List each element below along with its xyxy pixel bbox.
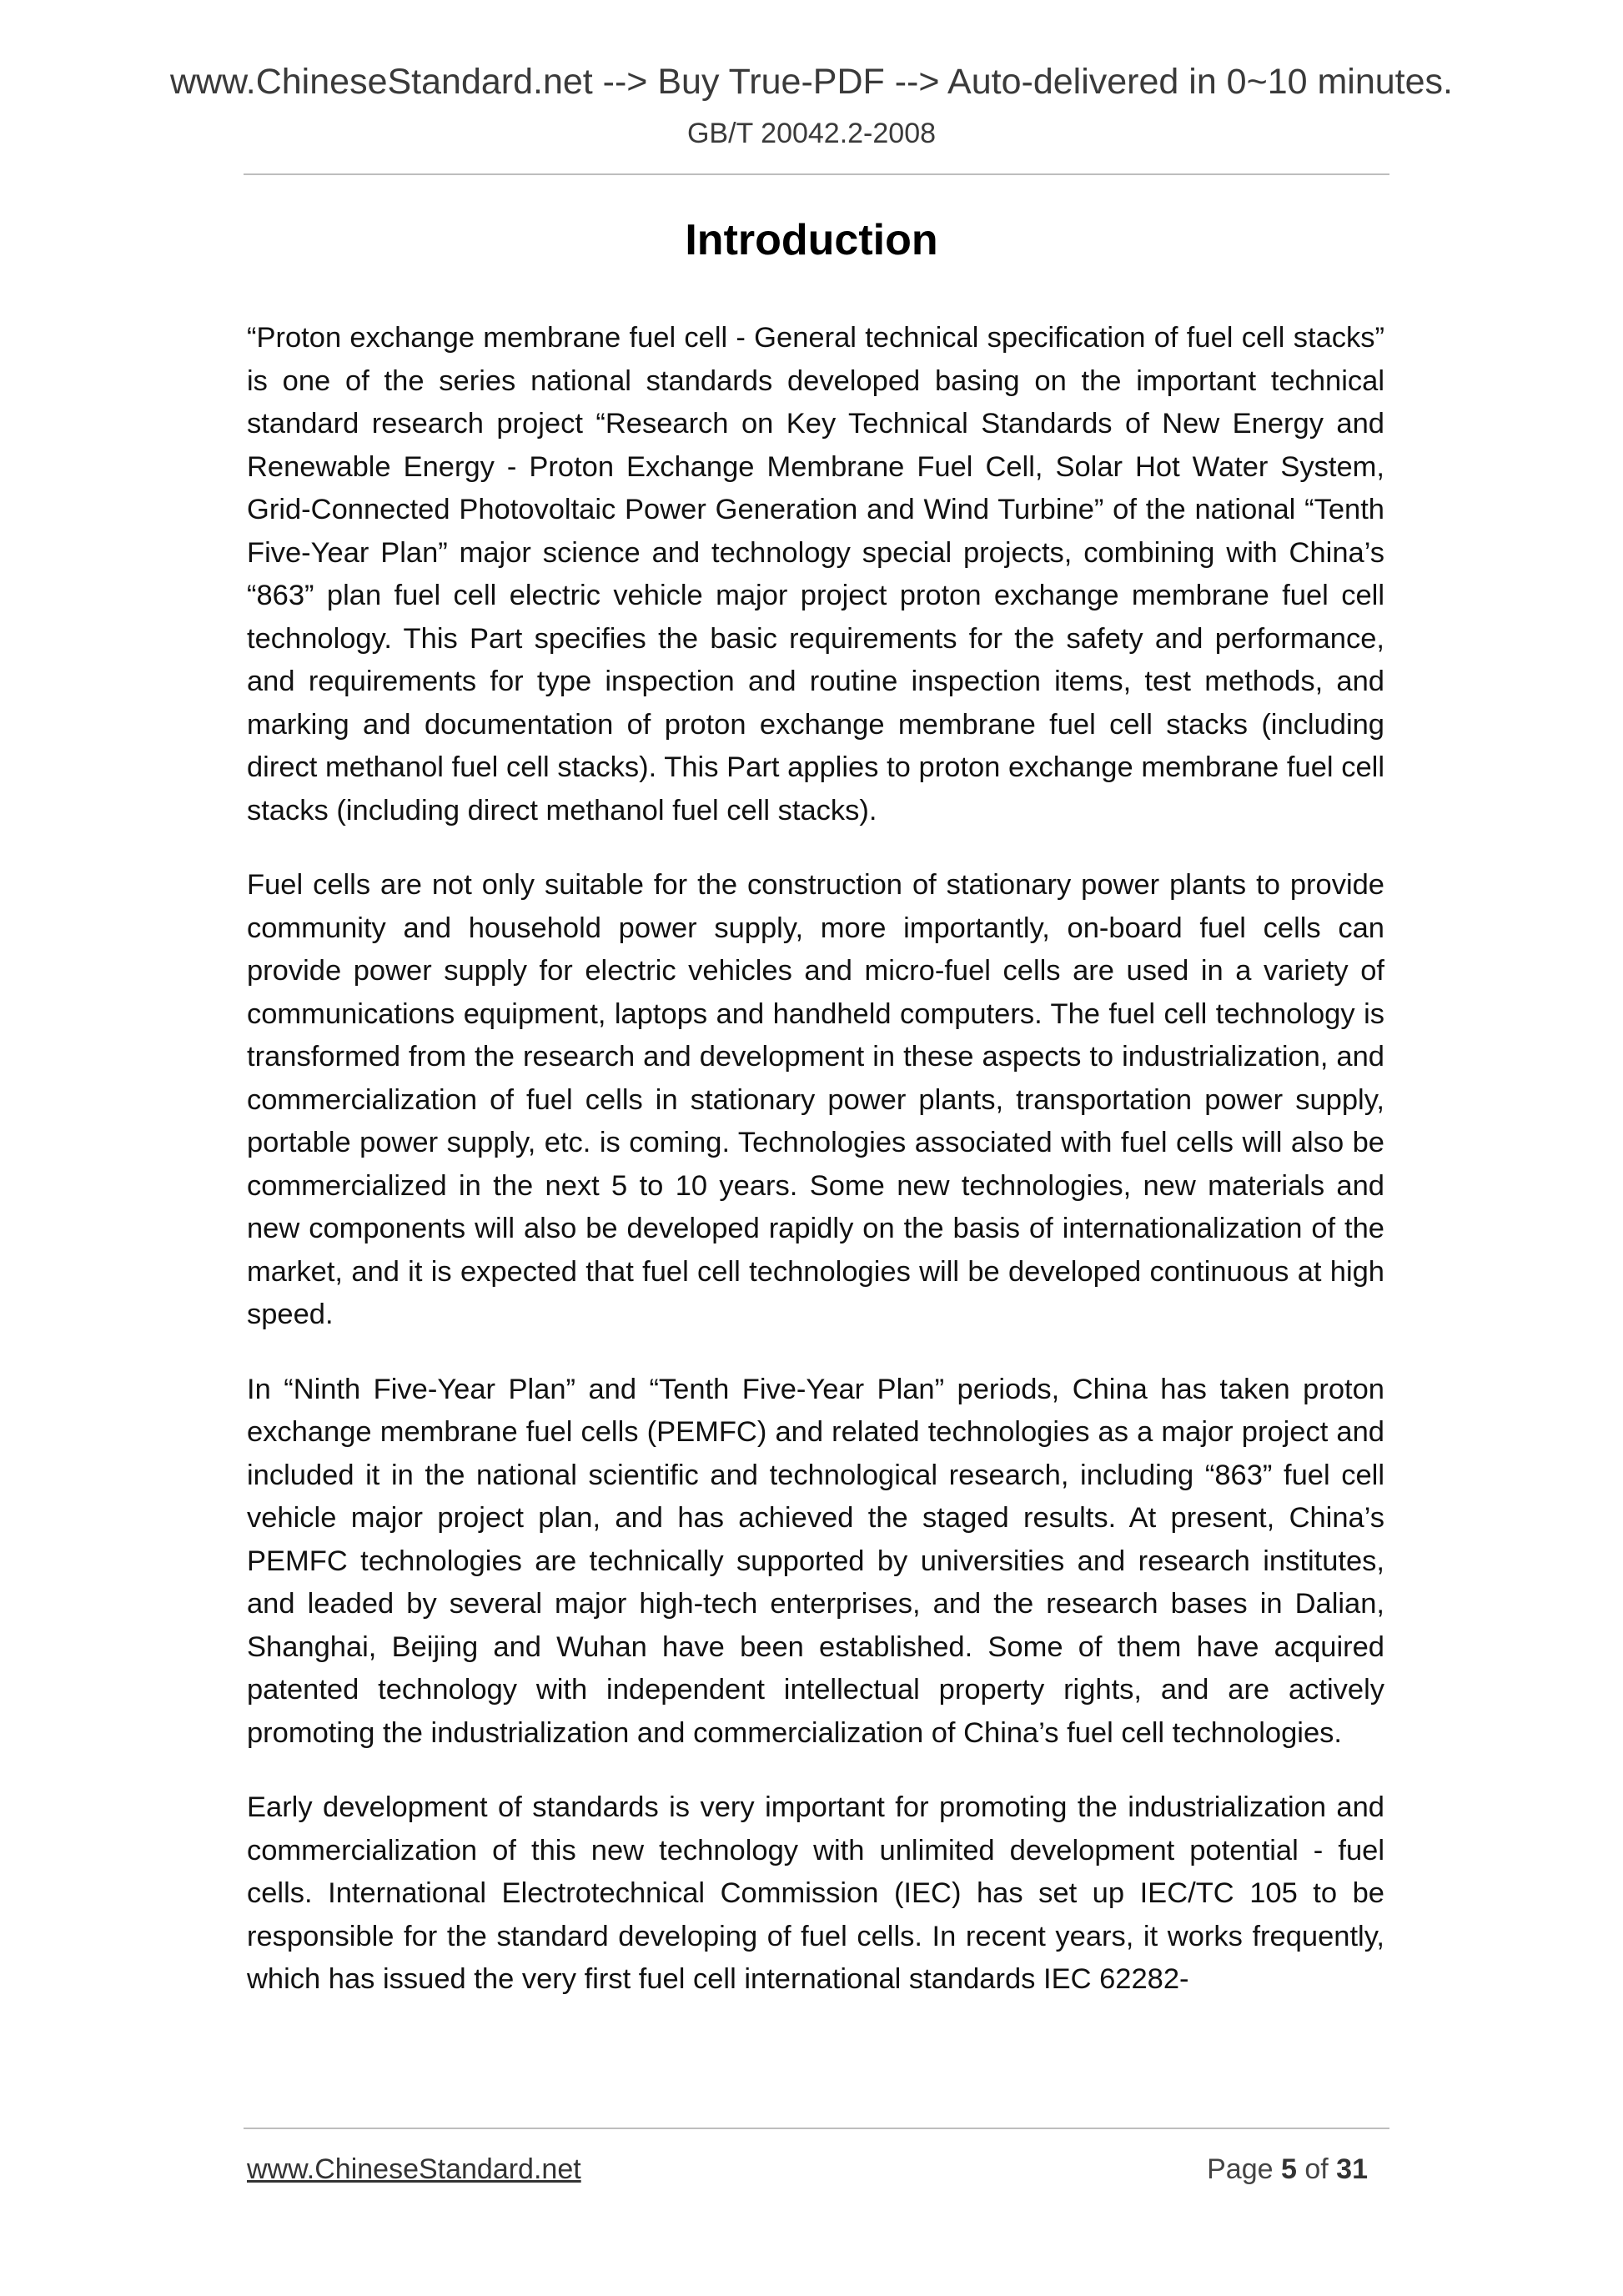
paragraph-1: “Proton exchange membrane fuel cell - General technical specification of fuel cell stacks” is one of the series national standards developed basing on the important technical standard research project “Research on Key Technical Standards of New Energy and Renewable Energy - Proton Exchange Membrane Fuel Cell, Solar Hot Water System, Grid-Connected Photovoltaic Power Generation and Wind Turbine” of the national “Tenth Five-Year Plan” major science and technology special projects, combining with China’s “863” plan fuel cell electric vehicle major project proton exchange membrane fuel cell technology. This Part specifies the basic requirements for the safety and performance, and requirements for type inspection and routine inspection items, test methods, and marking and documentation of proton exchange membrane fuel cell stacks (including direct methanol fuel cell stacks). This Part applies to proton exchange membrane fuel cell stacks (including direct methanol fuel cell stacks). bbox=[247, 322, 1384, 826]
page-indicator bbox=[1207, 2152, 1368, 2187]
page-of-label: of bbox=[1304, 2153, 1329, 2185]
page-total: 31 bbox=[1336, 2153, 1368, 2185]
page-title: Introduction bbox=[685, 216, 938, 264]
header-divider bbox=[244, 173, 1389, 175]
paragraph-4: Early development of standards is very important for promoting the industrialization and commercialization of this new technology with unlimited development potential - fuel cells. International Electrotechnical Commission (IEC) has set up IEC/TC 105 to be responsible for the standard developing of fuel cells. In recent years, it works frequently, which has issued the very first fuel cell international standards IEC 62282- bbox=[247, 1791, 1384, 1995]
footer-site-link[interactable]: www.ChineseStandard.net bbox=[247, 2153, 581, 2185]
page-current: 5 bbox=[1280, 2153, 1297, 2185]
header-banner: www.ChineseStandard.net --> Buy True-PDF --> Auto-delivered in 0~10 minutes. bbox=[169, 62, 1453, 102]
page-label: Page bbox=[1207, 2153, 1274, 2185]
paragraph-3: In “Ninth Five-Year Plan” and “Tenth Five-Year Plan” periods, China has taken proton exchange membrane fuel cells (PEMFC) and related technologies as a major project and included it in the national scientific and technological research, including “863” fuel cell vehicle major project plan, and has achieved the staged results. At present, China’s PEMFC technologies are technically supported by universities and research institutes, and leaded by several major high-tech enterprises, and the research bases in Dalian, Shanghai, Beijing and Wuhan have been established. Some of them have acquired patented technology with independent intellectual property rights, and are actively promoting the industrialization and commercialization of China’s fuel cell technologies. bbox=[247, 1373, 1384, 1749]
paragraph-2: Fuel cells are not only suitable for the construction of stationary power plants to provide community and household power supply, more importantly, on-board fuel cells can provide power supply for electric vehicles and micro-fuel cells are used in a variety of communications equipment, laptops and handheld computers. The fuel cell technology is transformed from the research and development in these aspects to industrialization, and commercialization of fuel cells in stationary power plants, transportation power supply, portable power supply, etc. is coming. Technologies associated with fuel cells will also be commercialized in the next 5 to 10 years. Some new technologies, new materials and new components will also be developed rapidly on the basis of internationalization of the market, and it is expected that fuel cell technologies will be developed continuous at high speed. bbox=[247, 869, 1384, 1330]
standard-code: GB/T 20042.2-2008 bbox=[686, 118, 937, 149]
document-body bbox=[247, 317, 1384, 2033]
footer-divider bbox=[244, 2128, 1389, 2129]
